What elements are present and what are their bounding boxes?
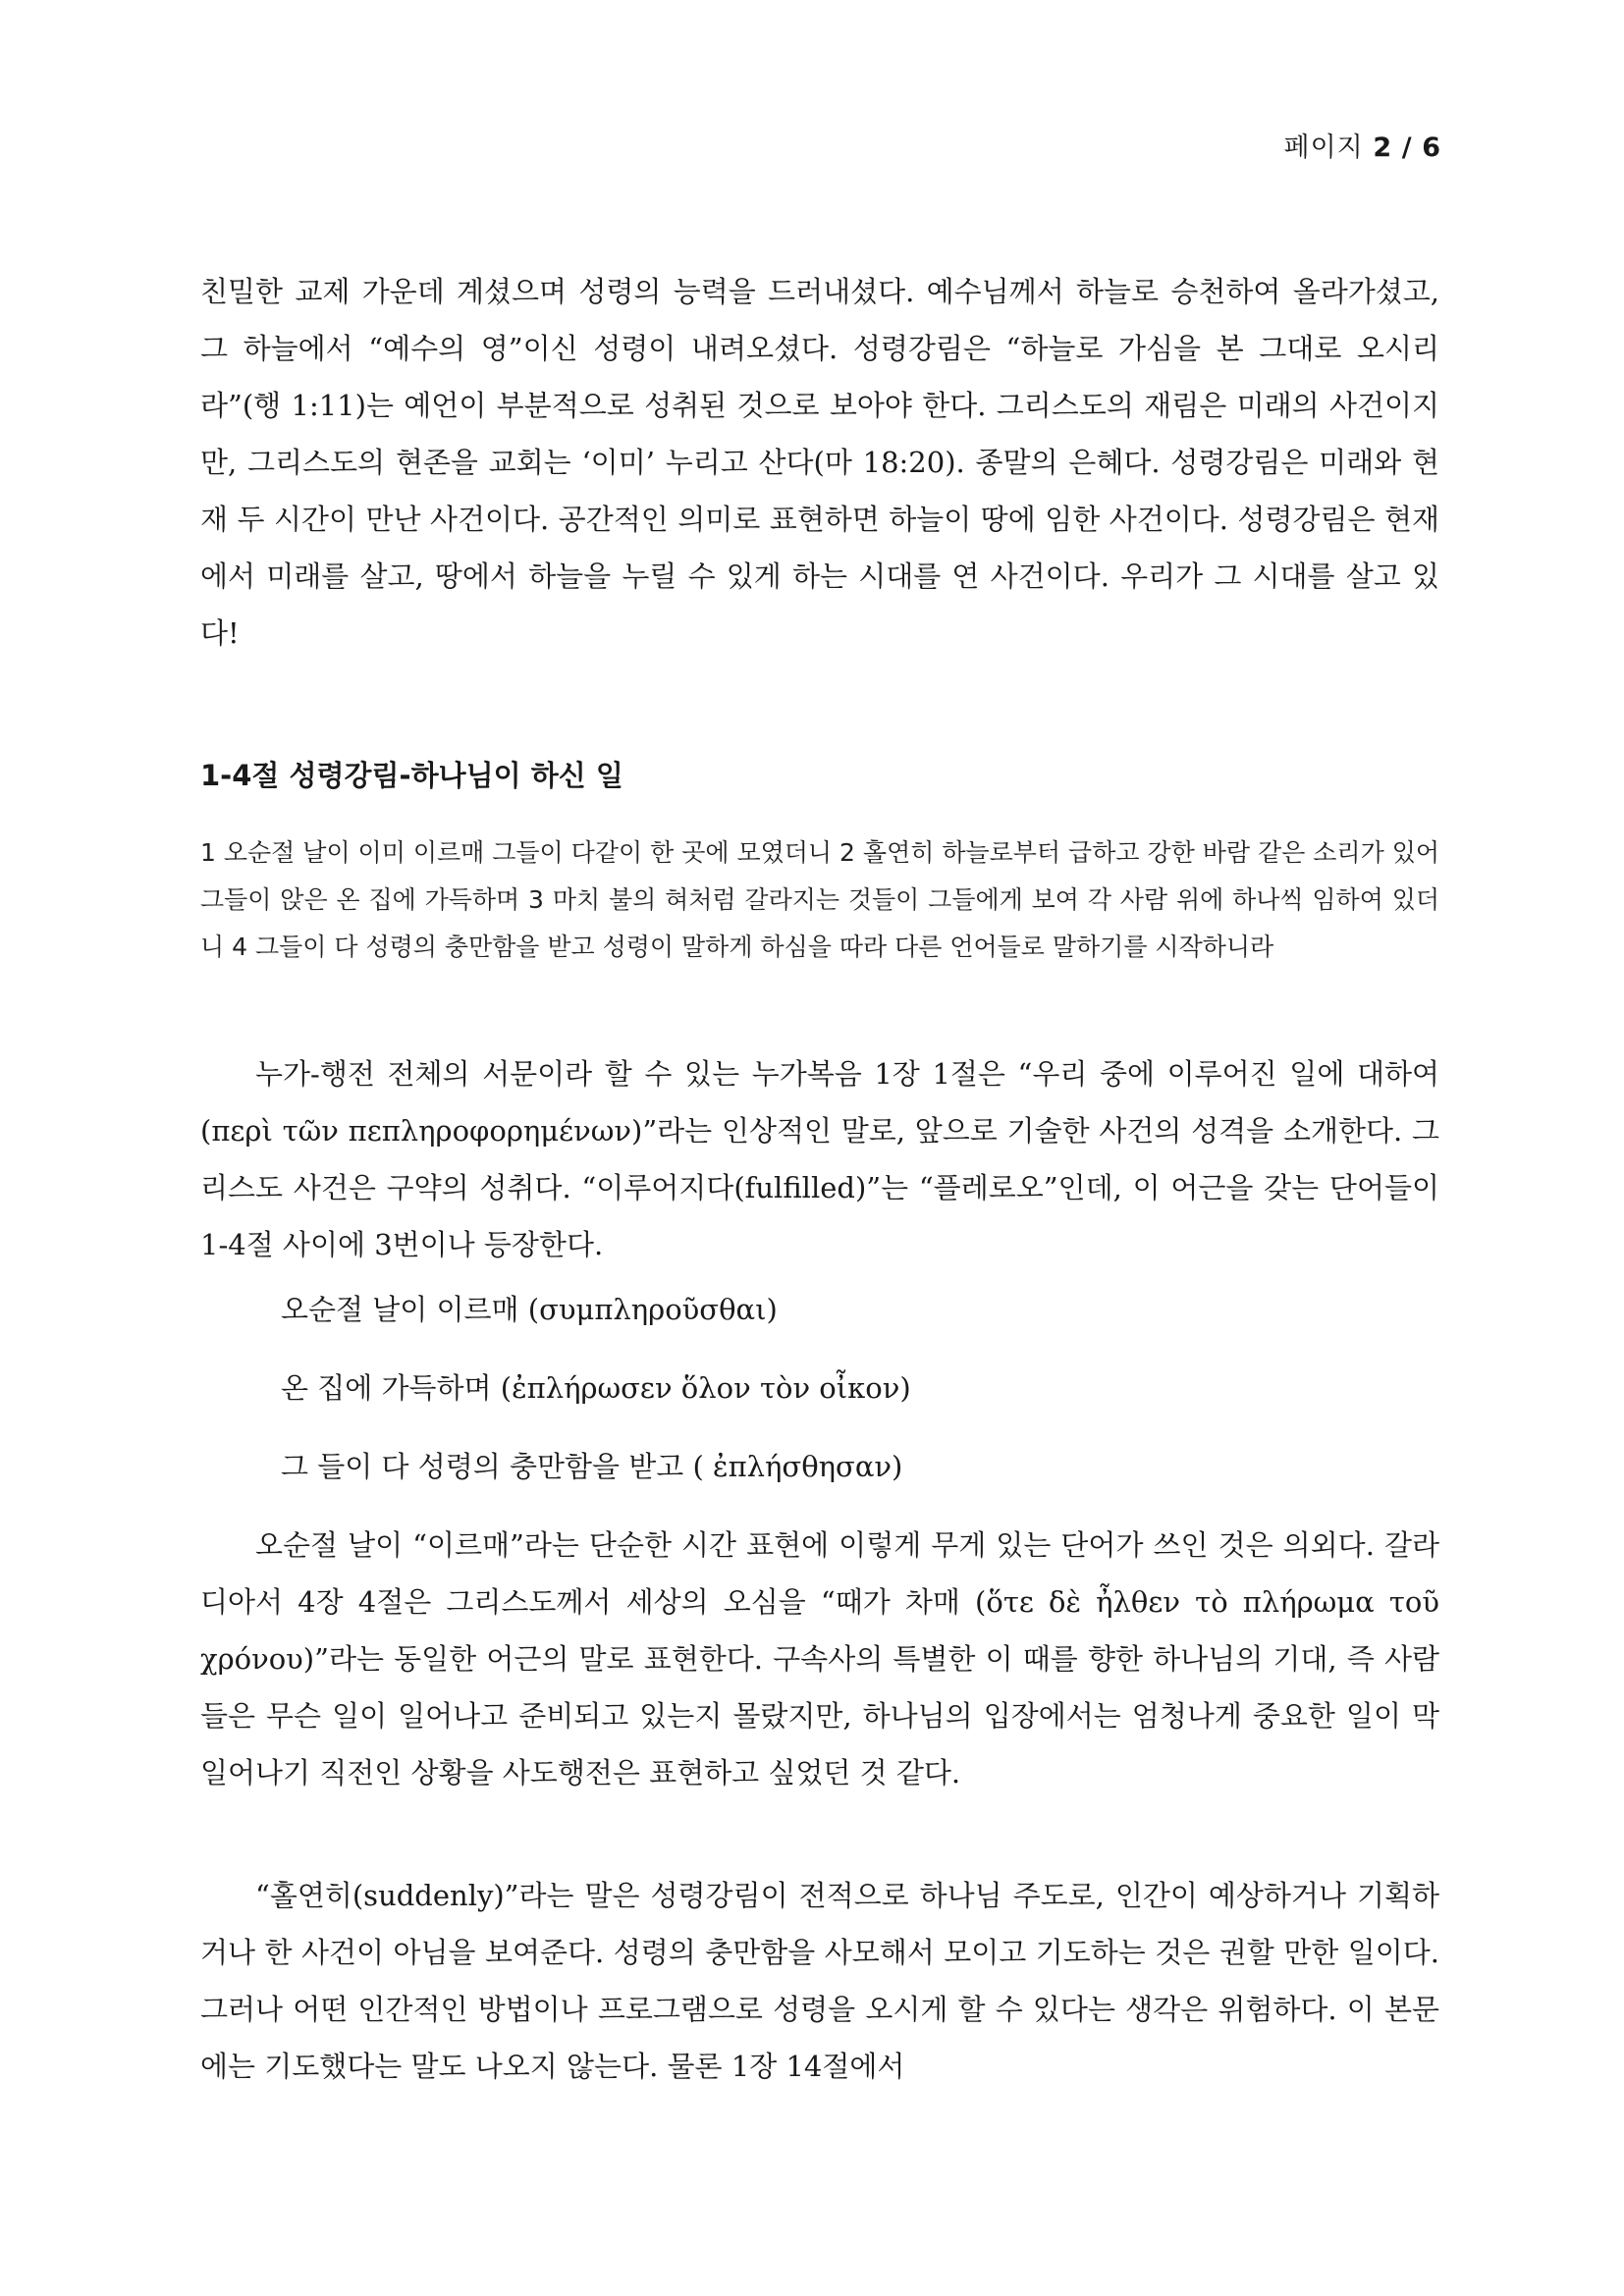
total-page-count: 6	[1422, 133, 1441, 163]
commentary-pentecost	[200, 1517, 1439, 1801]
intro-section	[200, 263, 1439, 662]
suddenly-paragraph: “홀연히(suddenly)”라는 말은 성령강림이 전적으로 하나님 주도로, 인간이 예상하거나 기획하거나 한 사건이 아님을 보여준다. 성령의 충만함을 사모해서 모이고 기도하는 것은 권할 만한 일이다. 그러나 어떤 인간적인 방법이나 프로그램으로 성령을 오시게 할 수 있다는 생각은 위험하다. 이 본문에는 기도했다는 말도 나오지 않는다. 물론 1장 14절에서	[200, 1879, 1439, 2083]
page-label: 페이지	[1283, 133, 1364, 163]
pentecost-paragraph: 오순절 날이 “이르매”라는 단순한 시간 표현에 이렇게 무게 있는 단어가 쓰인 것은 의외다. 갈라디아서 4장 4절은 그리스도께서 세상의 오심을 “때가 차매 (ὅτε δὲ ἦλθεν τὸ πλήρωμα τοῦ χρόνου)”라는 동일한 어근의 말로 표현한다. 구속사의 특별한 이 때를 향한 하나님의 기대, 즉 사람들은 무슨 일이 일어나고 준비되고 있는지 몰랐지만, 하나님의 입장에서는 엄청나게 중요한 일이 막 일어나기 직전인 상황을 사도행전은 표현하고 싶었던 것 같다.	[200, 1528, 1439, 1789]
section-heading: 1-4절 성령강림-하나님이 하신 일	[200, 759, 623, 792]
luke-paragraph: 누가-행전 전체의 서문이라 할 수 있는 누가복음 1장 1절은 “우리 중에 이루어진 일에 대하여(περὶ τῶν πεπληροφορημένων)”라는 인상적인 말로, 앞으로 기술한 사건의 성격을 소개한다. 그리스도 사건은 구약의 성취다. “이루어지다(fulfilled)”는 “플레로오”인데, 이 어근을 갖는 단어들이 1-4절 사이에 3번이나 등장한다.	[200, 1057, 1439, 1261]
scripture-passage: 1 오순절 날이 이미 이르매 그들이 다같이 한 곳에 모였더니 2 홀연히 하늘로부터 급하고 강한 바람 같은 소리가 있어 그들이 앉은 온 집에 가득하며 3 마치 불의 혀처럼 갈라지는 것들이 그들에게 보여 각 사람 위에 하나씩 임하여 있더니 4 그들이 다 성령의 충만함을 받고 성령이 말하게 하심을 따라 다른 언어들로 말하기를 시작하니라	[200, 838, 1439, 961]
quote-line: 온 집에 가득하며 (ἐπλήρωσεν ὅλον τὸν οἶκον)	[281, 1371, 911, 1405]
commentary-suddenly	[200, 1867, 1439, 2095]
page-separator: /	[1401, 133, 1413, 163]
current-page-number: 2	[1373, 133, 1393, 163]
page-number-header	[1284, 126, 1442, 164]
fulfillment-quotes	[200, 1281, 1439, 1495]
intro-paragraph: 친밀한 교제 가운데 계셨으며 성령의 능력을 드러내셨다. 예수님께서 하늘로 승천하여 올라가셨고, 그 하늘에서 “예수의 영”이신 성령이 내려오셨다. 성령강림은 “하늘로 가심을 본 그대로 오시리라”(행 1:11)는 예언이 부분적으로 성취된 것으로 보아야 한다. 그리스도의 재림은 미래의 사건이지만, 그리스도의 현존을 교회는 ‘이미’ 누리고 산다(마 18:20). 종말의 은혜다. 성령강림은 미래와 현재 두 시간이 만난 사건이다. 공간적인 의미로 표현하면 하늘이 땅에 임한 사건이다. 성령강림은 현재에서 미래를 살고, 땅에서 하늘을 누릴 수 있게 하는 시대를 연 사건이다. 우리가 그 시대를 살고 있다!	[200, 275, 1439, 650]
commentary-luke	[200, 1045, 1439, 1273]
quote-line: 오순절 날이 이르매 (συμπληροῦσθαι)	[281, 1293, 778, 1326]
quote-line: 그 들이 다 성령의 충만함을 받고 ( ἐπλήσθησαν)	[281, 1450, 903, 1483]
